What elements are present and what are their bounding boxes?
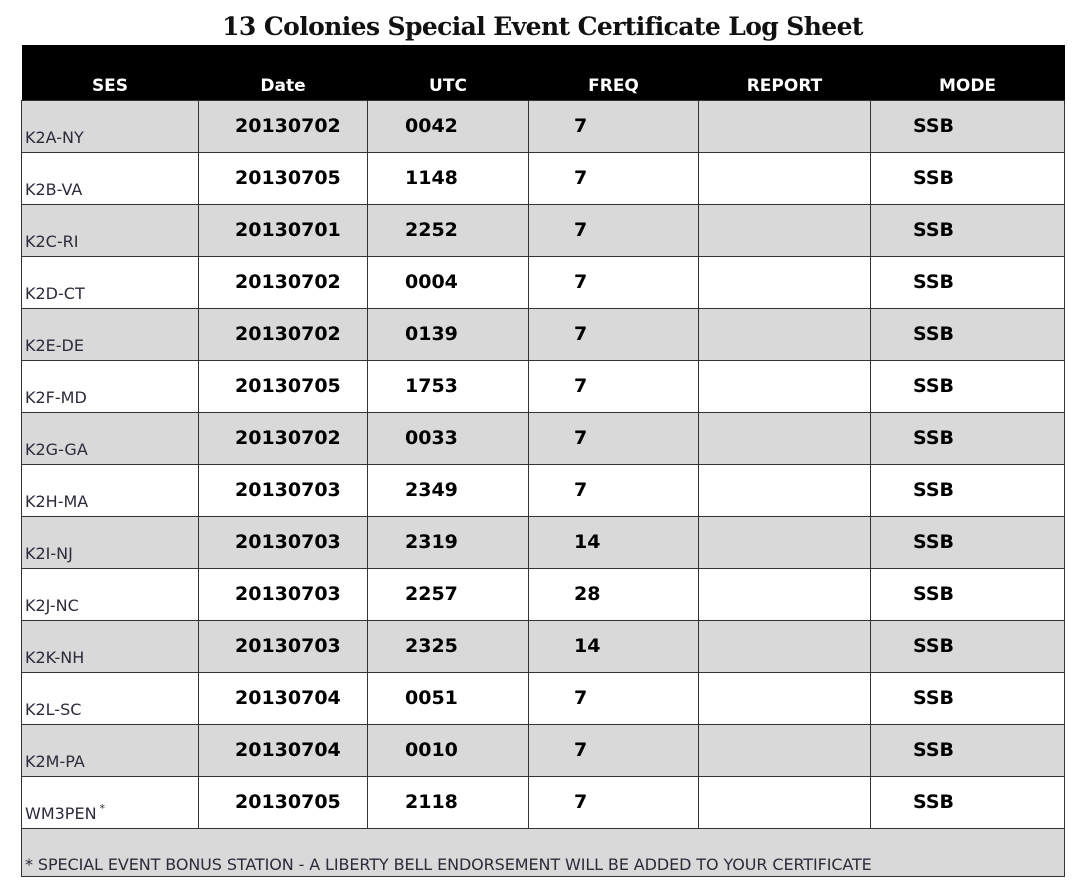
page-title: 13 Colonies Special Event Certificate Log Sheet [222,12,863,41]
table-row [22,308,1065,360]
station-callsign: K2K-NH [25,647,85,667]
ses-cell [22,256,199,308]
date-cell: 20130705 [199,360,368,412]
mode-cell: SSB [871,256,1065,308]
utc-cell: 0004 [368,256,529,308]
date-cell: 20130705 [199,152,368,204]
station-callsign: K2F-MD [25,387,87,407]
utc-cell: 1148 [368,152,529,204]
column-header-date: Date [260,75,306,96]
table-row [22,256,1065,308]
mode-cell: SSB [871,724,1065,776]
ses-cell [22,568,199,620]
date-cell: 20130703 [199,568,368,620]
date-cell: 20130703 [199,620,368,672]
station-callsign: K2L-SC [25,699,82,719]
date-cell: 20130704 [199,724,368,776]
utc-cell: 2252 [368,204,529,256]
mode-cell: SSB [871,360,1065,412]
report-cell [699,568,871,620]
ses-cell [22,620,199,672]
freq-cell: 7 [529,256,699,308]
date-cell: 20130702 [199,308,368,360]
utc-cell: 2349 [368,464,529,516]
freq-cell: 7 [529,776,699,828]
ses-cell [22,724,199,776]
table-row [22,620,1065,672]
station-callsign: K2C-RI [25,231,79,251]
freq-cell: 28 [529,568,699,620]
log-sheet-table [21,45,1065,877]
table-row [22,516,1065,568]
station-callsign: K2G-GA [25,439,88,459]
date-cell: 20130701 [199,204,368,256]
mode-cell: SSB [871,308,1065,360]
freq-cell: 14 [529,620,699,672]
station-callsign: WM3PEN [25,803,97,823]
report-cell [699,620,871,672]
freq-cell: 7 [529,360,699,412]
column-header-report: REPORT [746,75,823,96]
footer-note: * SPECIAL EVENT BONUS STATION - A LIBERTY BELL ENDORSEMENT WILL BE ADDED TO YOUR CERTIFICATE [22,828,1065,876]
date-cell: 20130704 [199,672,368,724]
utc-cell: 0139 [368,308,529,360]
freq-cell: 7 [529,672,699,724]
column-header-mode: MODE [938,75,997,96]
mode-cell: SSB [871,776,1065,828]
mode-cell: SSB [871,152,1065,204]
utc-cell: 0033 [368,412,529,464]
table-row [22,204,1065,256]
table-row [22,152,1065,204]
column-header-ses: SES [91,75,129,96]
report-cell [699,412,871,464]
report-cell [699,672,871,724]
table-row [22,568,1065,620]
utc-cell: 0042 [368,100,529,152]
station-callsign: K2A-NY [25,127,84,147]
ses-cell [22,672,199,724]
station-callsign: K2H-MA [25,491,89,511]
station-callsign: K2E-DE [25,335,84,355]
utc-cell: 2257 [368,568,529,620]
report-cell [699,516,871,568]
date-cell: 20130703 [199,464,368,516]
report-cell [699,776,871,828]
table-row [22,724,1065,776]
date-cell: 20130705 [199,776,368,828]
freq-cell: 14 [529,516,699,568]
mode-cell: SSB [871,412,1065,464]
freq-cell: 7 [529,308,699,360]
freq-cell: 7 [529,724,699,776]
table-row [22,100,1065,152]
mode-cell: SSB [871,516,1065,568]
ses-cell [22,204,199,256]
ses-cell [22,100,199,152]
ses-cell [22,464,199,516]
ses-cell [22,412,199,464]
freq-cell: 7 [529,100,699,152]
mode-cell: SSB [871,100,1065,152]
mode-cell: SSB [871,672,1065,724]
table-row [22,672,1065,724]
report-cell [699,360,871,412]
ses-cell [22,776,199,828]
mode-cell: SSB [871,204,1065,256]
table-row [22,360,1065,412]
mode-cell: SSB [871,620,1065,672]
utc-cell: 0051 [368,672,529,724]
table-row [22,412,1065,464]
ses-cell [22,308,199,360]
report-cell [699,152,871,204]
station-callsign: K2D-CT [25,283,85,303]
freq-cell: 7 [529,464,699,516]
freq-cell: 7 [529,152,699,204]
freq-cell: 7 [529,204,699,256]
footer-row [22,828,1065,876]
mode-cell: SSB [871,568,1065,620]
table-row [22,464,1065,516]
report-cell [699,464,871,516]
report-cell [699,100,871,152]
report-cell [699,308,871,360]
utc-cell: 0010 [368,724,529,776]
date-cell: 20130702 [199,412,368,464]
date-cell: 20130702 [199,256,368,308]
ses-cell [22,516,199,568]
station-callsign: K2J-NC [25,595,79,615]
date-cell: 20130703 [199,516,368,568]
ses-cell [22,360,199,412]
date-cell: 20130702 [199,100,368,152]
station-callsign: K2I-NJ [25,543,73,563]
station-callsign: K2M-PA [25,751,85,771]
report-cell [699,724,871,776]
report-cell [699,204,871,256]
freq-cell: 7 [529,412,699,464]
utc-cell: 2319 [368,516,529,568]
bonus-station-marker: * [99,801,106,815]
mode-cell: SSB [871,464,1065,516]
column-header-utc: UTC [429,75,467,96]
ses-cell [22,152,199,204]
report-cell [699,256,871,308]
utc-cell: 1753 [368,360,529,412]
table-row [22,776,1065,828]
utc-cell: 2325 [368,620,529,672]
station-callsign: K2B-VA [25,179,83,199]
utc-cell: 2118 [368,776,529,828]
column-header-freq: FREQ [588,75,639,96]
table-header-row [22,45,1065,100]
